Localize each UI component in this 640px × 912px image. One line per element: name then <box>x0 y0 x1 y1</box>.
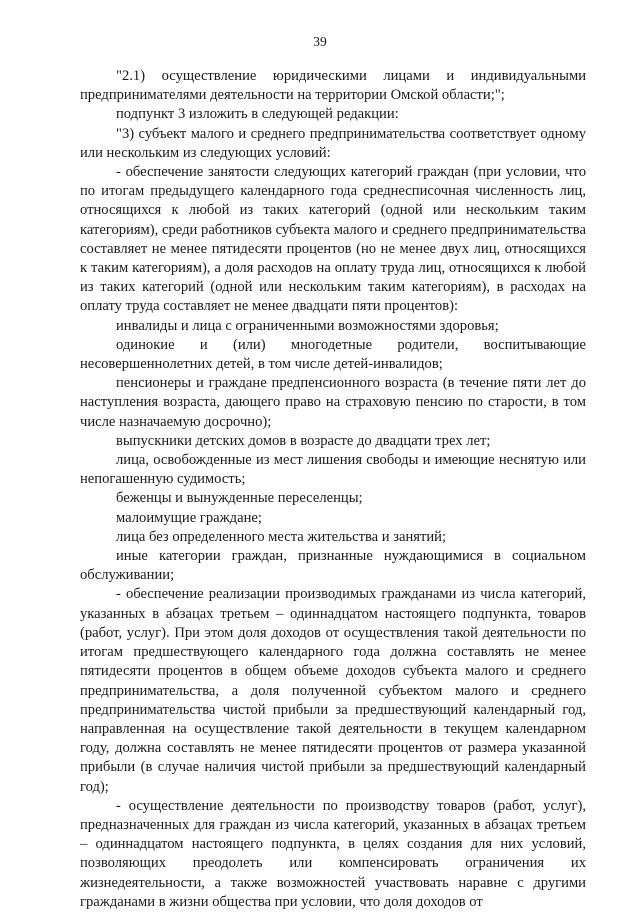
paragraph: беженцы и вынужденные переселенцы; <box>116 490 363 507</box>
document-body <box>80 67 586 912</box>
paragraph: - осуществление деятельности по производству товаров (работ, услуг), предназначенных для граждан из числа категорий, указанных в абзацах третьем – одиннадцатом настоящего подпункта, в целях создания для них условий, позволяющих преодолеть или компенсировать ограничения их жизнедеятельности, а также возможностей участвовать наравне с другими гражданами в жизни общества при условии, что доля доходов от <box>80 797 586 910</box>
paragraph: выпускники детских домов в возрасте до двадцати трех лет; <box>116 432 491 449</box>
page-number: 39 <box>313 34 327 49</box>
paragraph: одинокие и (или) многодетные родители, воспитывающие несовершеннолетних детей, в том числе детей-инвалидов; <box>80 336 586 373</box>
paragraph: - обеспечение занятости следующих категорий граждан (при условии, что по итогам предыдущего календарного года среднесписочная численность лиц, относящихся к любой из таких категорий (одной или нескольким таким категориям), среди работников субъекта малого и среднего предпринимательства составляет не менее пятидесяти процентов (но не менее двух лиц, относящихся к таким категориям), а доля расходов на оплату труда лиц, относящихся к любой из таких категорий (одной или нескольким таким категориям), в расходах на оплату труда составляет не менее двадцати пяти процентов): <box>80 164 586 315</box>
paragraph: пенсионеры и граждане предпенсионного возраста (в течение пяти лет до наступления возраста, дающего право на страховую пенсию по старости, в том числе назначаемую досрочно); <box>80 375 586 430</box>
paragraph: лица без определенного места жительства и занятий; <box>116 528 447 545</box>
paragraph: "2.1) осуществление юридическими лицами и индивидуальными предпринимателями деятельности на территории Омской области;"; <box>80 68 586 104</box>
paragraph: - обеспечение реализации производимых гражданами из числа категорий, указанных в абзацах третьем – одиннадцатом настоящего подпункта, товаров (работ, услуг). При этом доля доходов от осуществления такой деятельности по итогам предшествующего календарного года должна составлять не менее пятидесяти процентов в общем объеме доходов субъекта малого и среднего предпринимательства, а доля полученной субъектом малого и среднего предпринимательства чистой прибыли за предшествующий календарный год, направленная на осуществление такой деятельности в текущем календарном году, должна составлять не менее пятидесяти процентов от размера указанной прибыли (в случае наличия чистой прибыли за предшествующий календарный год); <box>80 586 586 795</box>
paragraph: подпункт 3 изложить в следующей редакции: <box>116 106 399 123</box>
paragraph: малоимущие граждане; <box>116 509 262 526</box>
paragraph: лица, освобожденные из мест лишения свободы и имеющие неснятую или непогашенную судимость; <box>80 452 586 488</box>
paragraph: инвалиды и лица с ограниченными возможностями здоровья; <box>116 317 499 334</box>
paragraph: иные категории граждан, признанные нуждающимися в социальном обслуживании; <box>80 548 586 584</box>
paragraph: "3) субъект малого и среднего предпринимательства соответствует одному или нескольким из следующих условий: <box>80 125 586 161</box>
